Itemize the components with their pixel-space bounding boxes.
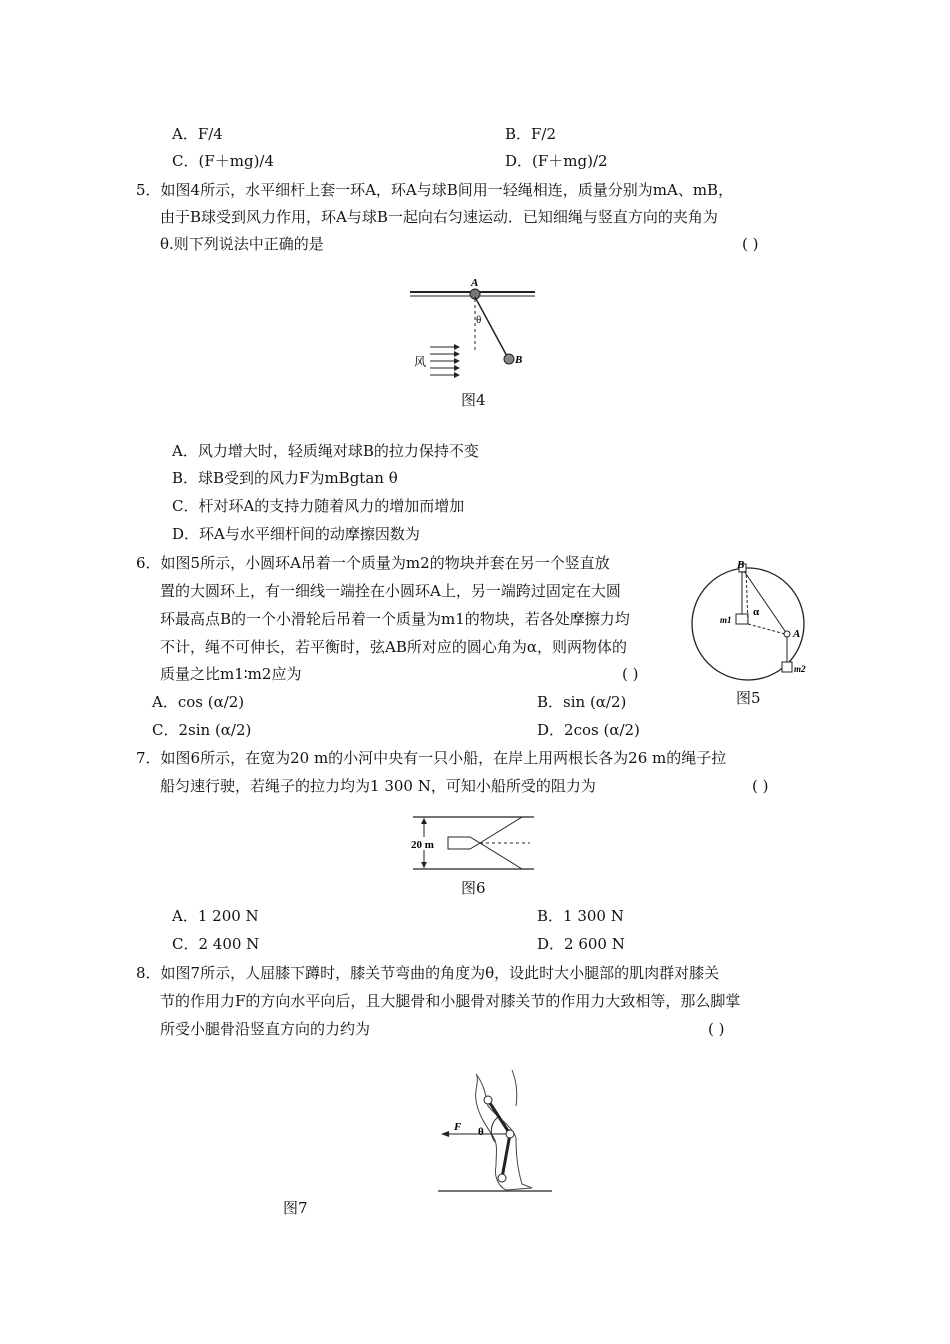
q8-answer-paren: ( ) [708,1020,725,1038]
q4-option-c: C．(F＋mg)/4 [172,152,275,170]
q5-option-a: A．风力增大时，轻质绳对球B的拉力保持不变 [172,442,479,460]
figure-4-caption: 图4 [461,391,486,409]
q7-stem-line1: 7．如图6所示，在宽为20 m的小河中央有一只小船，在岸上用两根长各为26 m的绳子拉 [136,749,727,767]
q7-stem-line2: 船匀速行驶，若绳子的拉力均为1 300 N，可知小船所受的阻力为 [160,777,596,795]
fig4-label-a: A [471,277,479,289]
q7-option-c: C．2 400 N [172,935,260,953]
fig5-label-a: A [793,628,801,640]
figure-5 [690,556,810,686]
q5-stem-line2: 由于B球受到风力作用，环A与球B一起向右匀速运动．已知细绳与竖直方向的夹角为 [160,208,718,226]
fig5-label-alpha: α [753,606,760,618]
q6-option-d: D．2cos (α/2) [537,721,640,739]
q6-option-b: B．sin (α/2) [537,693,627,711]
q4-option-d: D．(F＋mg)/2 [505,152,608,170]
q5-option-d: D．环A与水平细杆间的动摩擦因数为 [172,525,420,543]
fig4-label-b: B [515,354,523,366]
figure-7-caption: 图7 [283,1199,308,1217]
q6-stem-line5: 质量之比m1∶m2应为 [160,665,302,683]
figure-5-caption: 图5 [736,689,761,707]
fig6-width-label: 20 m [411,839,434,851]
q6-stem-line3: 环最高点B的一个小滑轮后吊着一个质量为m1的物块，若各处摩擦力均 [160,610,630,628]
fig5-label-m2: m2 [794,664,806,674]
q7-option-b: B．1 300 N [537,907,624,925]
fig5-label-m1: m1 [720,615,732,625]
figure-4 [405,275,545,385]
q7-option-d: D．2 600 N [537,935,625,953]
q7-option-a: A．1 200 N [172,907,259,925]
fig5-label-b: B [737,559,745,571]
fig4-label-theta: θ [476,314,482,326]
q6-stem-line1: 6．如图5所示，小圆环A吊着一个质量为m2的物块并套在另一个竖直放 [136,554,610,572]
fig7-label-f: F [454,1121,462,1133]
figure-7 [436,1066,556,1196]
q7-answer-paren: ( ) [752,777,769,795]
q5-stem-line3: θ.则下列说法中正确的是 [160,235,324,253]
fig7-label-theta: θ [478,1126,484,1138]
q6-option-a: A．cos (α/2) [152,693,245,711]
q8-stem-line3: 所受小腿骨沿竖直方向的力约为 [160,1020,371,1038]
q6-stem-line2: 置的大圆环上，有一细线一端拴在小圆环A上，另一端跨过固定在大圆 [160,582,621,600]
fig4-label-wind: 风 [414,355,427,369]
q4-option-a: A．F/4 [172,125,223,143]
q4-option-b: B．F/2 [505,125,557,143]
q5-stem-line1: 5．如图4所示，水平细杆上套一环A，环A与球B间用一轻绳相连，质量分别为mA、mB， [136,181,734,199]
q6-answer-paren: ( ) [622,665,639,683]
q5-option-b: B．球B受到的风力F为mBgtan θ [172,469,398,487]
q5-answer-paren: ( ) [742,235,759,253]
q8-stem-line2: 节的作用力F的方向水平向后，且大腿骨和小腿骨对膝关节的作用力大致相等，那么脚掌 [160,992,741,1010]
figure-6 [408,812,538,874]
q6-option-c: C．2sin (α/2) [152,721,252,739]
q5-option-c: C．杆对环A的支持力随着风力的增加而增加 [172,497,465,515]
q8-stem-line1: 8．如图7所示，人屈膝下蹲时，膝关节弯曲的角度为θ，设此时大小腿部的肌肉群对膝关 [136,964,720,982]
q6-stem-line4: 不计，绳不可伸长，若平衡时，弦AB所对应的圆心角为α，则两物体的 [160,638,627,656]
figure-6-caption: 图6 [461,879,486,897]
